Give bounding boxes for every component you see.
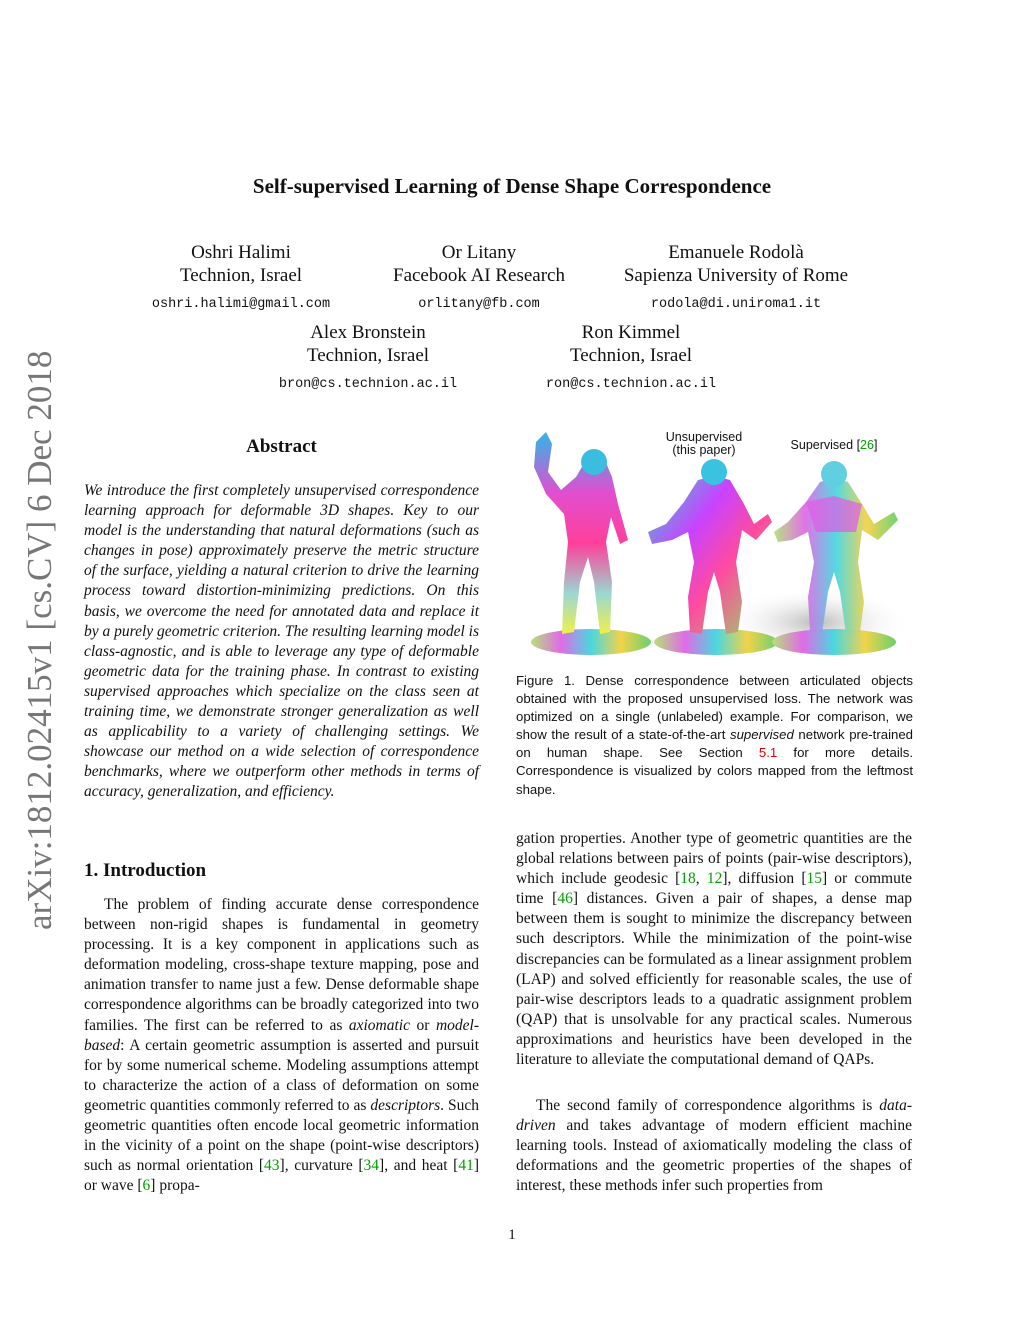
correspondence-figure: [516, 432, 916, 668]
author-name: Ron Kimmel: [581, 322, 681, 343]
section-reference-link[interactable]: 5.1: [758, 745, 778, 761]
intro-heading: 1. Introduction: [84, 860, 207, 881]
figure-label-supervised: Supervised [26]: [790, 438, 878, 452]
author-1: [131, 241, 351, 316]
citation-link[interactable]: 43: [264, 1157, 280, 1175]
citation-link[interactable]: 12: [706, 870, 723, 888]
author-2: [369, 241, 589, 316]
author-name: Oshri Halimi: [191, 242, 291, 263]
author-3: [606, 241, 866, 316]
author-name: Alex Bronstein: [310, 322, 426, 343]
author-email: orlitany@fb.com: [418, 297, 540, 312]
author-affiliation: Technion, Israel: [179, 265, 303, 286]
intro-paragraph-2: gation properties. Another type of geometric quantities are the global relations between pairs of points (pair-wise descriptors), which include geodesic [18, 12], diffusion [15] or commute time [46] distances. Given a pair of shapes, a dense map between them is sought to minimize the discrepancy between such descriptors. While the minimization of the point-wise discrepancies can be formulated as a linear assignment problem (LAP) and solved efficiently for reasonable scales, the use of pair-wise descriptors leads to a quadratic assignment problem (QAP) that is unsolvable for any practical scales. Numerous approximations and heuristics have been developed in the literature to alleviate the computational demand of QAPs.: [516, 830, 913, 1069]
author-email: oshri.halimi@gmail.com: [151, 297, 331, 312]
figure-label-unsupervised: Unsupervised (this paper): [665, 430, 743, 457]
citation-link[interactable]: 26: [860, 438, 874, 452]
author-email: bron@cs.technion.ac.il: [278, 377, 458, 392]
author-name: Or Litany: [441, 242, 517, 263]
abstract-text: We introduce the first completely unsupervised correspondence learning approach for deformable 3D shapes. Key to our model is the understanding that natural deformations (such as changes in pose) approximately preserve the metric structure of the surface, yielding a natural criterion to drive the learning process toward distortion-minimizing predictions. On this basis, we overcome the need for annotated data and replace it by a purely geometric criterion. The resulting learning model is class-agnostic, and is able to leverage any type of deformable geometric data for the training phase. In contrast to existing supervised approaches which specialize on the class seen at training time, we demonstrate stronger generalization as well as applicability to a variety of challenging settings. We showcase our method on a wide selection of correspondence benchmarks, where we outperform other methods in terms of accuracy, generalization, and efficiency.: [84, 482, 479, 801]
arxiv-identifier: arXiv:1812.02415v1 [cs.CV] 6 Dec 2018: [20, 350, 59, 930]
author-affiliation: Facebook AI Research: [393, 265, 565, 286]
author-name: Emanuele Rodolà: [668, 242, 804, 263]
figure-caption: Figure 1. Dense correspondence between articulated objects obtained with the proposed unsupervised loss. The network was optimized on a single (unlabeled) example. For comparison, we show the result of a state-of-the-art supervised network pre-trained on human shape. See Section 5.1 for more details. Correspondence is visualized by colors mapped from the leftmost shape.: [516, 673, 913, 797]
author-email: rodola@di.uniroma1.it: [650, 297, 822, 312]
author-email: ron@cs.technion.ac.il: [545, 377, 717, 392]
author-5: [521, 321, 741, 396]
intro-paragraph-1: The problem of finding accurate dense correspondence between non-rigid shapes is fundamental in geometry processing. It is a key component in applications such as deformation modeling, cross-shape texture mapping, pose and animation transfer to name just a few. Dense deformable shape correspondence algorithms can be broadly categorized into two families. The first can be referred to as axiomatic or model-based: A certain geometric assumption is asserted and pursuit for by some numerical scheme. Modeling assumptions attempt to characterize the action of a class of deformation on some geometric quantities commonly referred to as descriptors. Such geometric quantities often encode local geometric information in the vicinity of a point on the shape (point-wise descriptors) such as normal orientation [43], curvature [34], and heat [41] or wave [6] propa-: [84, 896, 480, 1195]
citation-link[interactable]: 6: [142, 1177, 151, 1195]
author-affiliation: Technion, Israel: [569, 345, 693, 366]
author-4: [248, 321, 488, 396]
author-affiliation: Sapienza University of Rome: [623, 265, 849, 286]
page-number: 1: [508, 1227, 516, 1243]
author-affiliation: Technion, Israel: [306, 345, 430, 366]
citation-link[interactable]: 15: [806, 870, 822, 888]
citation-link[interactable]: 18: [680, 870, 696, 888]
citation-link[interactable]: 46: [557, 890, 573, 908]
shape-reference: [531, 432, 651, 655]
intro-paragraph-3: The second family of correspondence algorithms is data-driven and takes advantage of modern efficient machine learning tools. Instead of axiomatically modeling the class of deformations and the geometric properties of the shapes of interest, these methods infer such properties from: [516, 1097, 912, 1195]
abstract-heading: Abstract: [246, 436, 317, 457]
paper-title: Self-supervised Learning of Dense Shape Correspondence: [252, 174, 772, 198]
citation-link[interactable]: 41: [458, 1157, 474, 1175]
citation-link[interactable]: 34: [363, 1157, 380, 1175]
